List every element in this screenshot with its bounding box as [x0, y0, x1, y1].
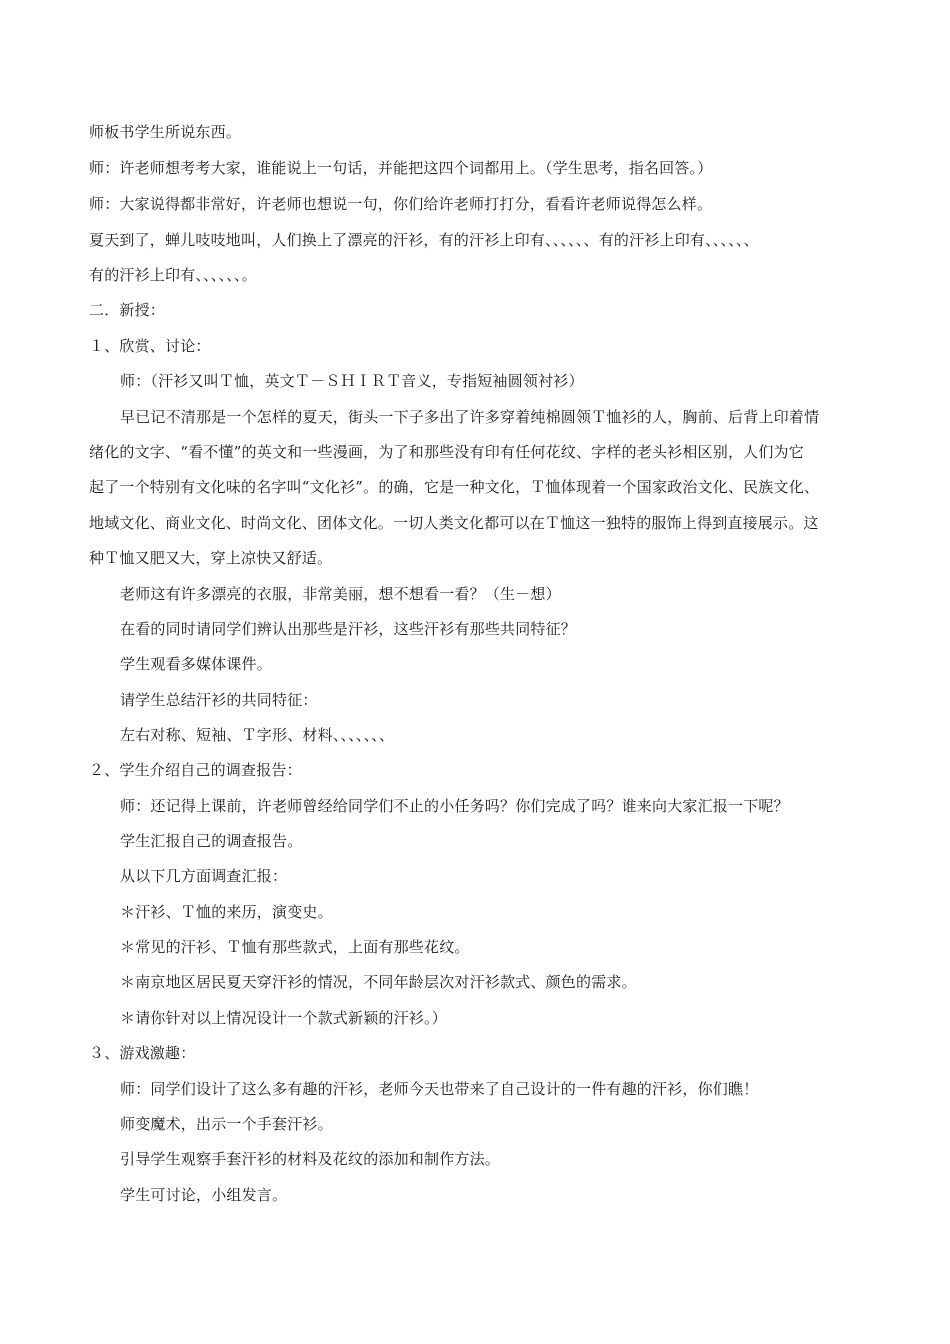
- subsection-heading: ３、游戏激趣：: [89, 1044, 196, 1062]
- paragraph-line: 起了一个特别有文化味的名字叫“文化衫”。的确，它是一种文化，Ｔ恤体现着一个国家政治文化、民族文化、: [89, 478, 820, 496]
- text-line: 师：（汗衫又叫Ｔ恤，英文Ｔ－ＳＨＩＲＴ音义，专指短袖圆领衬衫）: [120, 372, 584, 390]
- text-line: 师：许老师想考考大家，谁能说上一句话，并能把这四个词都用上。（学生思考，指名回答。）: [89, 159, 713, 177]
- paragraph-line: 种Ｔ恤又肥又大，穿上凉快又舒适。: [89, 549, 333, 567]
- text-line: 师：还记得上课前，许老师曾经给同学们不止的小任务吗？你们完成了吗？谁来向大家汇报一下呢？: [120, 797, 789, 815]
- text-line: 夏天到了，蝉儿吱吱地叫，人们换上了漂亮的汗衫，有的汗衫上印有、、、、、、有的汗衫上印有、、、、、、: [89, 231, 759, 249]
- text-line: 师变魔术，出示一个手套汗衫。: [120, 1115, 333, 1133]
- text-line: 请学生总结汗衫的共同特征：: [120, 691, 318, 709]
- list-item: ＊汗衫、Ｔ恤的来历，演变史。: [120, 903, 333, 921]
- section-heading: 二．新授：: [89, 301, 166, 319]
- list-item: ＊常见的汗衫、Ｔ恤有那些款式，上面有那些花纹。: [120, 938, 470, 956]
- text-line: 左右对称、短袖、Ｔ字形、材料、、、、、、、: [120, 726, 395, 744]
- text-line: 有的汗衫上印有、、、、、、。: [89, 266, 257, 284]
- text-line: 在看的同时请同学们辨认出那些是汗衫，这些汗衫有那些共同特征？: [120, 620, 577, 638]
- paragraph-line: 地域文化、商业文化、时尚文化、团体文化。一切人类文化都可以在Ｔ恤这一独特的服饰上得到直接展示。这: [89, 514, 819, 532]
- list-item: ＊请你针对以上情况设计一个款式新颖的汗衫。）: [120, 1009, 447, 1027]
- text-line: 学生汇报自己的调查报告。: [120, 832, 303, 850]
- text-line: 师：同学们设计了这么多有趣的汗衫，老师今天也带来了自己设计的一件有趣的汗衫，你们瞧！: [120, 1080, 759, 1098]
- text-line: 从以下几方面调查汇报：: [120, 867, 288, 885]
- list-item: ＊南京地区居民夏天穿汗衫的情况，不同年龄层次对汗衫款式、颜色的需求。: [120, 973, 637, 991]
- paragraph-line: 绪化的文字、“看不懂”的英文和一些漫画，为了和那些没有印有任何花纹、字样的老头衫相区别，人们为它: [89, 443, 804, 461]
- text-line: 师板书学生所说东西。: [89, 123, 242, 141]
- text-line: 学生观看多媒体课件。: [120, 655, 273, 673]
- text-line: 师：大家说得都非常好，许老师也想说一句，你们给许老师打打分，看看许老师说得怎么样。: [89, 195, 713, 213]
- text-line: 老师这有许多漂亮的衣服，非常美丽，想不想看一看？（生－想）: [120, 585, 561, 603]
- text-line: 引导学生观察手套汗衫的材料及花纹的添加和制作方法。: [120, 1150, 501, 1168]
- subsection-heading: １、欣赏、讨论：: [89, 337, 211, 355]
- paragraph-line: 早已记不清那是一个怎样的夏天，街头一下子多出了许多穿着纯棉圆领Ｔ恤衫的人，胸前、后背上印着情: [120, 408, 820, 426]
- text-line: 学生可讨论，小组发言。: [120, 1186, 288, 1204]
- subsection-heading: ２、学生介绍自己的调查报告：: [89, 761, 302, 779]
